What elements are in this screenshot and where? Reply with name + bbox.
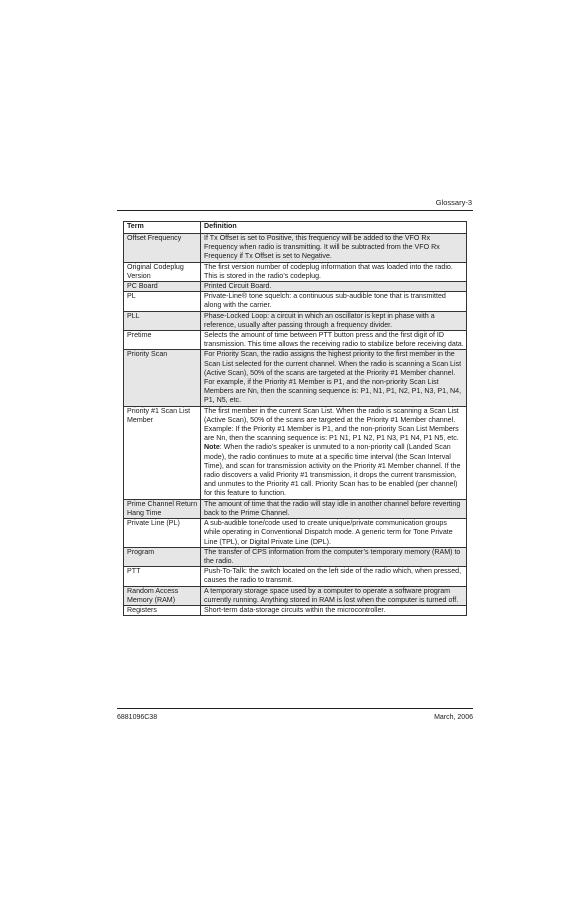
table-header-row [124,222,467,234]
document-number: 6881096C38 [117,714,158,721]
table-row [124,406,467,499]
definition-cell: For Priority Scan, the radio assigns the highest priority to the first member in the Scan List selected for the current channel. When the radio is scanning a Scan List (Active Scan), 50% of the scans are targeted at the Priority #1 Member channel. For example, if the Priority #1 Member is P1, and the non-priority Scan List Members are Nn, then the scanning sequence is: P1, N1, P1, N2, P1, N3, P1, N4, P1, N5, etc. [201,350,467,406]
term-cell: Pretime [124,331,201,350]
table-row [124,331,467,350]
table-row [124,605,467,615]
table-row [124,567,467,586]
definition-cell: The first version number of codeplug information that was loaded into the radio. This is stored in the radio’s codeplug. [201,262,467,281]
column-header-definition: Definition [201,222,467,234]
definition-cell: Selects the amount of time between PTT button press and the first digit of ID transmission. This time allows the receiving radio to stabilize before receiving data. [201,331,467,350]
definition-cell [201,406,467,499]
table-row [124,547,467,566]
term-cell: Original Codeplug Version [124,262,201,281]
table-row [124,350,467,406]
term-cell: PTT [124,567,201,586]
term-cell: Offset Frequency [124,234,201,263]
term-cell: Prime Channel Return Hang Time [124,499,201,518]
table-row [124,311,467,330]
term-cell: PL [124,292,201,311]
page-label: Glossary-3 [435,198,472,207]
definition-text: The first member in the current Scan List. When the radio is scanning a Scan List (Active Scan), 50% of the scans are targeted at the Priority #1 Member channel. Example: If the Priority #1 Member is P1, and the non-priority Scan List Members are Nn, then the scanning sequence is: P1 N1, P1 N2, P1 N3, P1 N4, P1 N5, etc. [204,406,459,443]
table-row [124,519,467,548]
definition-cell: A sub-audible tone/code used to create unique/private communication groups while operating in Conventional Dispatch mode. A generic term for Tone Private Line (TPL), or Digital Private Line (DPL). [201,519,467,548]
definition-cell: Private-Line® tone squelch: a continuous sub-audible tone that is transmitted along with the carrier. [201,292,467,311]
term-cell: PLL [124,311,201,330]
note-text: : When the radio’s speaker is unmuted to a non-priority call (Landed Scan mode), the radio continues to mute at a specific time interval (the Scan Interval Time), and scan for transmission activity on the Priority #1 Member channel. If the radio discovers a valid Priority #1 transmission, it drops the current transmission, and unmutes to the Priority #1 call. Priority Scan has to be enabled (per channel) for this feature to function. [204,443,461,498]
term-cell: PC Board [124,282,201,292]
header-rule [117,210,473,211]
definition-cell: The transfer of CPS information from the computer’s temporary memory (RAM) to the radio. [201,547,467,566]
table-row [124,292,467,311]
term-cell: Registers [124,605,201,615]
term-cell: Program [124,547,201,566]
table-row [124,499,467,518]
glossary-table [123,221,467,616]
column-header-term: Term [124,222,201,234]
table-row [124,282,467,292]
term-cell: Private Line (PL) [124,519,201,548]
table-row [124,262,467,281]
definition-cell: Phase-Locked Loop: a circuit in which an oscillator is kept in phase with a reference, usually after passing through a frequency divider. [201,311,467,330]
definition-cell: The amount of time that the radio will stay idle in another channel before reverting back to the Prime Channel. [201,499,467,518]
definition-cell: A temporary storage space used by a computer to operate a software program currently running. Anything stored in RAM is lost when the computer is turned off. [201,586,467,605]
footer-rule [117,708,473,709]
definition-cell: Push-To-Talk: the switch located on the left side of the radio which, when pressed, causes the radio to transmit. [201,567,467,586]
note-label: Note [204,443,220,452]
definition-cell: Short-term data-storage circuits within the microcontroller. [201,605,467,615]
publication-date: March, 2006 [434,714,473,721]
table-row [124,586,467,605]
term-cell: Priority Scan [124,350,201,406]
term-cell: Random Access Memory (RAM) [124,586,201,605]
definition-cell: Printed Circuit Board. [201,282,467,292]
term-cell: Priority #1 Scan List Member [124,406,201,499]
definition-cell: If Tx Offset is set to Positive, this frequency will be added to the VFO Rx Frequency when radio is transmitting. It will be subtracted from the VFO Rx Frequency if Tx Offset is set to Negative. [201,234,467,263]
table-row [124,234,467,263]
